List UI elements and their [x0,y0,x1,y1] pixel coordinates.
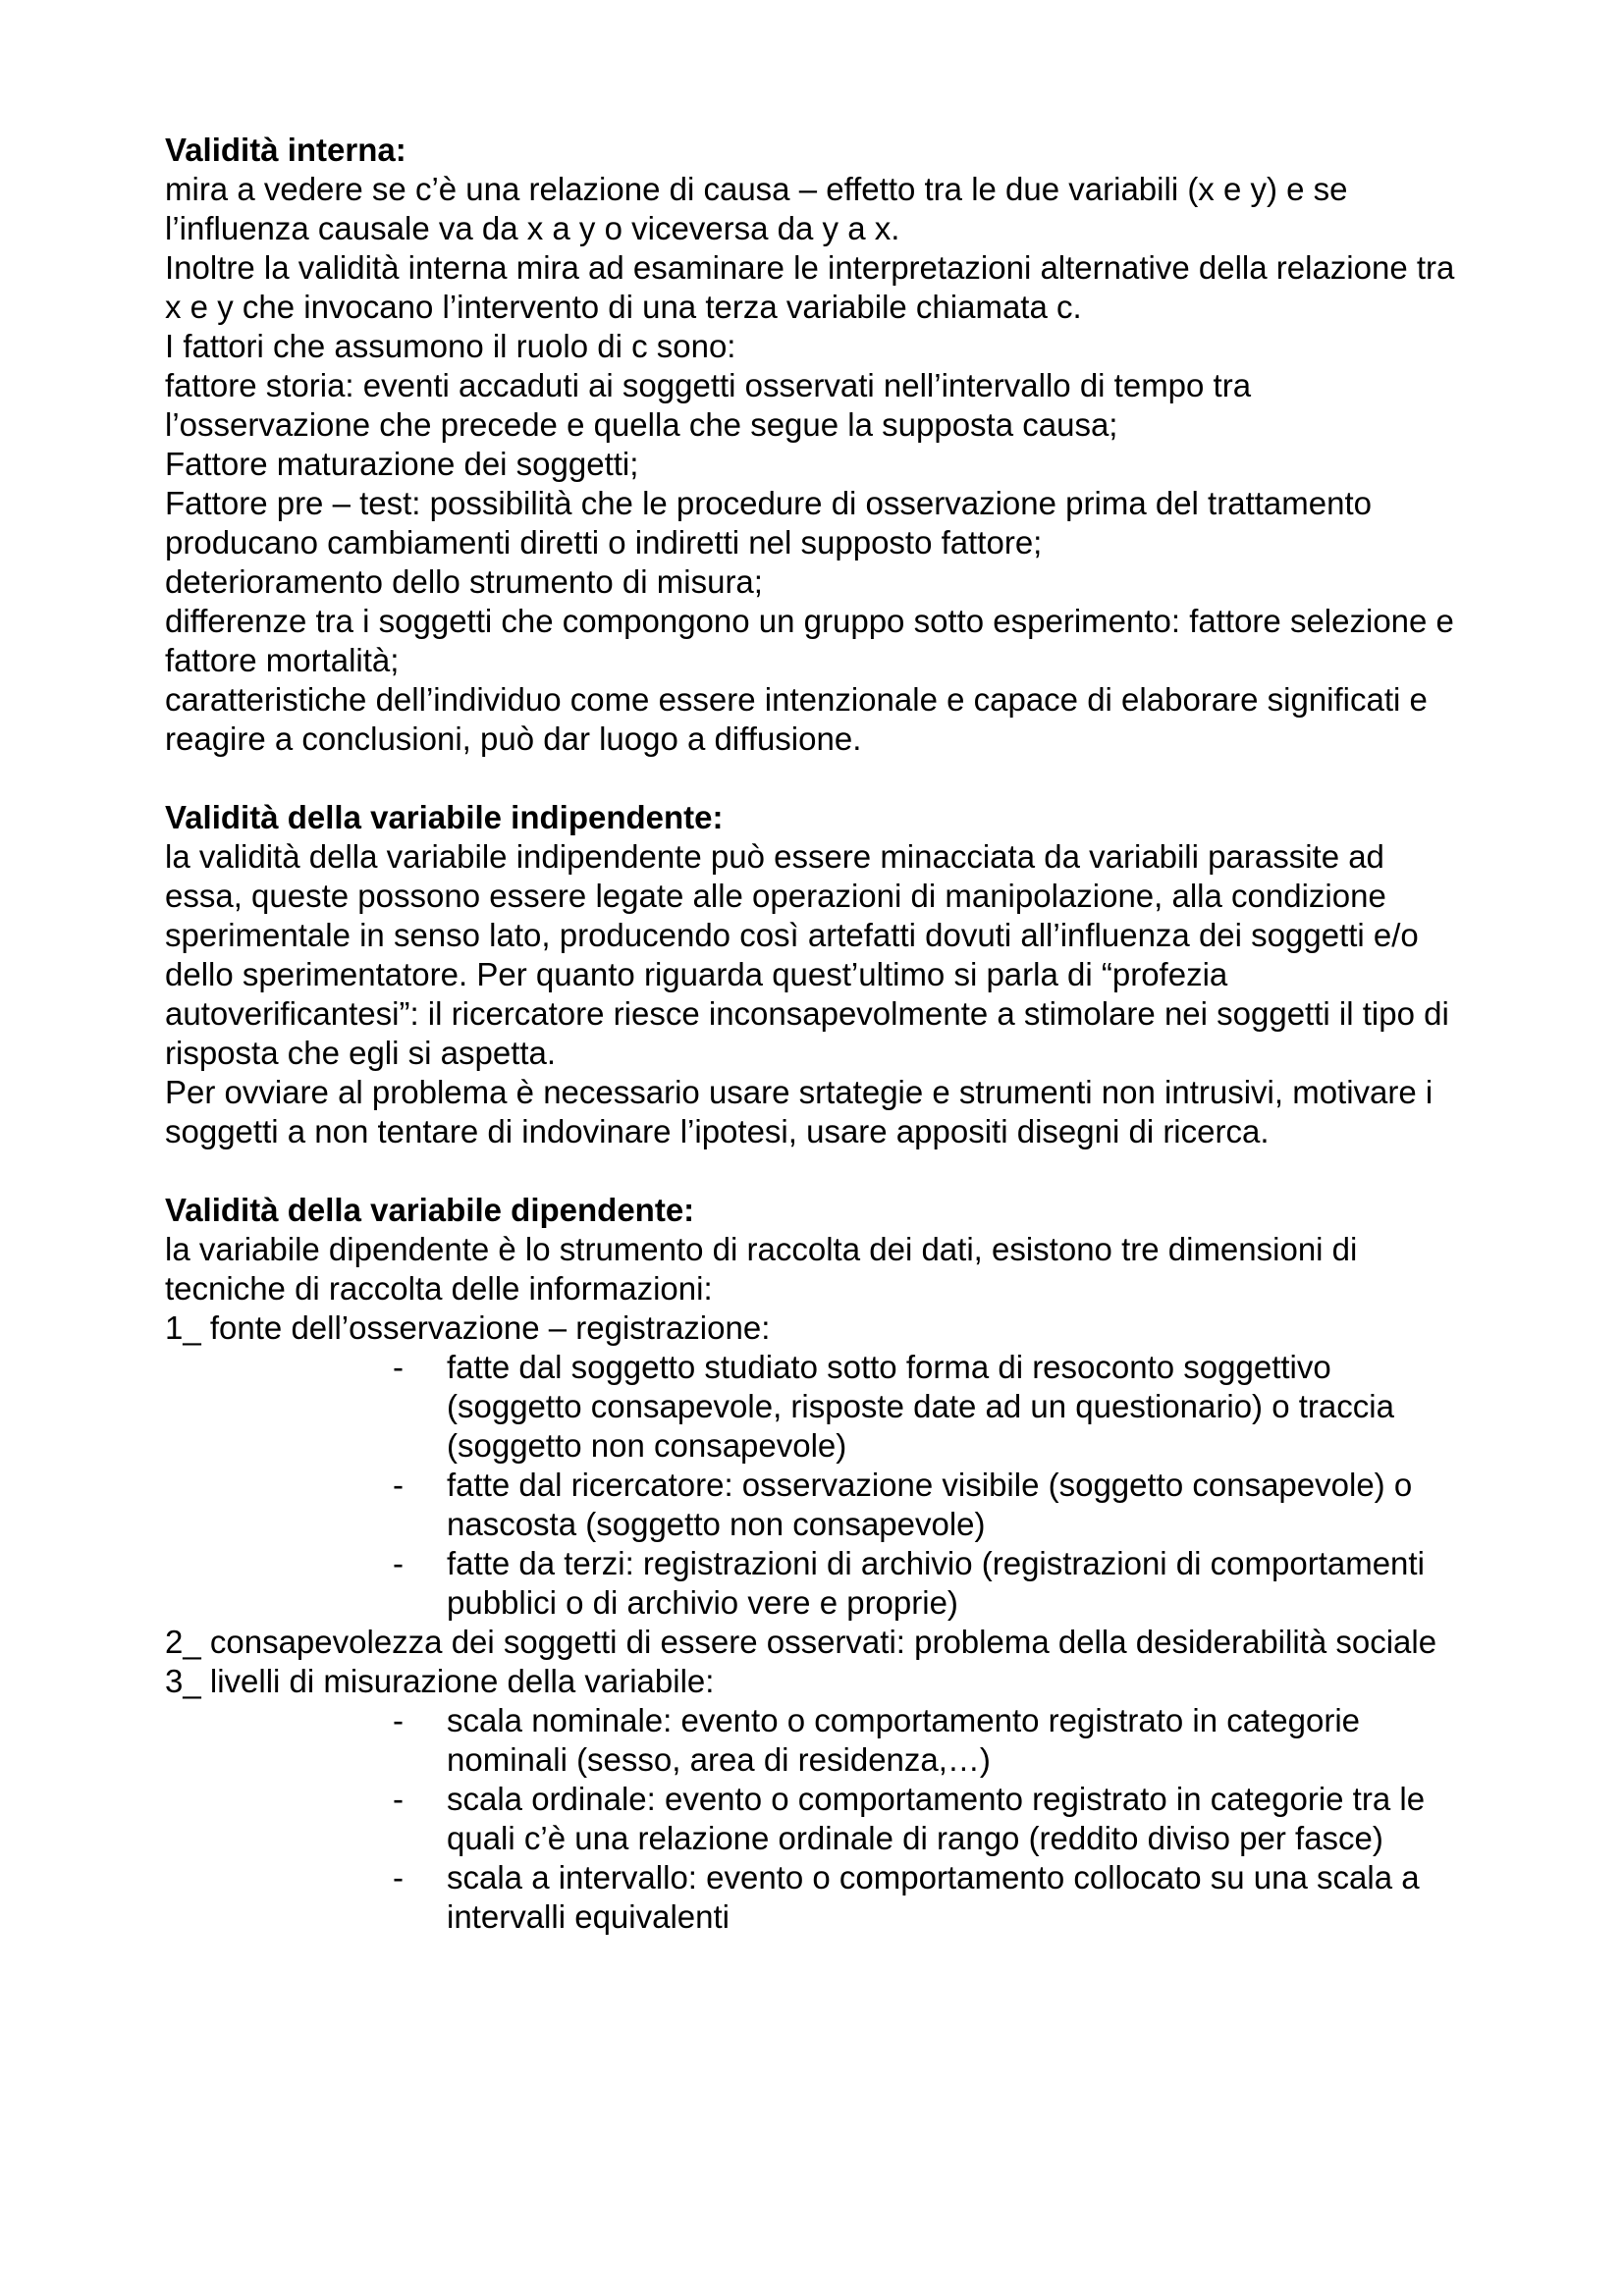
paragraph: Fattore maturazione dei soggetti; [165,446,639,482]
bullet-item [393,1544,1461,1623]
paragraph: 2_ consapevolezza dei soggetti di essere osservati: problema della desiderabilità sociale [165,1624,1437,1660]
paragraph: caratteristiche dell’individuo come essere intenzionale e capace di elaborare significati e reagire a conclusioni, può dar luogo a diffusione. [165,681,1428,757]
bullet-item [393,1858,1461,1937]
paragraph: la validità della variabile indipendente può essere minacciata da variabili parassite ad essa, queste possono essere legate alle operazioni di manipolazione, alla condizione sperimentale in senso lato, producendo così artefatti dovuti all’influenza dei soggetti e/o dello sperimentatore. Per quanto riguarda quest’ultimo si parla di “profezia autoverificantesi”: il ricercatore riesce inconsapevolmente a stimolare nei soggetti il tipo di risposta che egli si aspetta. [165,838,1449,1071]
bullet-item [393,1701,1461,1780]
bullet-dash-icon: - [393,1859,404,1896]
bullet-text: fatte dal ricercatore: osservazione visibile (soggetto consapevole) o nascosta (soggetto non consapevole) [447,1467,1413,1542]
section-heading: Validità della variabile indipendente: [165,799,724,835]
bullet-text: scala a intervallo: evento o comportamento collocato su una scala a intervalli equivalenti [447,1859,1420,1935]
paragraph: differenze tra i soggetti che compongono un gruppo sotto esperimento: fattore selezione e fattore mortalità; [165,603,1454,678]
document-content [165,131,1461,1937]
paragraph: Fattore pre – test: possibilità che le procedure di osservazione prima del trattamento producano cambiamenti diretti o indiretti nel supposto fattore; [165,485,1372,561]
bullet-item [393,1348,1461,1466]
section-heading: Validità interna: [165,132,406,168]
paragraph: fattore storia: eventi accaduti ai soggetti osservati nell’intervallo di tempo tra l’osservazione che precede e quella che segue la supposta causa; [165,367,1252,443]
paragraph: 3_ livelli di misurazione della variabile: [165,1663,715,1699]
paragraph: la variabile dipendente è lo strumento di raccolta dei dati, esistono tre dimensioni di tecniche di raccolta delle informazioni: [165,1231,1358,1307]
bullet-text: fatte dal soggetto studiato sotto forma di resoconto soggettivo (soggetto consapevole, risposte date ad un questionario) o traccia (soggetto non consapevole) [447,1349,1394,1464]
paragraph: mira a vedere se c’è una relazione di causa – effetto tra le due variabili (x e y) e se l’influenza causale va da x a y o viceversa da y a x. [165,171,1348,246]
section-heading: Validità della variabile dipendente: [165,1192,695,1228]
paragraph: 1_ fonte dell’osservazione – registrazione: [165,1309,771,1346]
paragraph: deterioramento dello strumento di misura; [165,563,763,600]
bullet-dash-icon: - [393,1349,404,1385]
bullet-text: fatte da terzi: registrazioni di archivio (registrazioni di comportamenti pubblici o di archivio vere e proprie) [447,1545,1425,1621]
paragraph: I fattori che assumono il ruolo di c sono: [165,328,736,364]
bullet-dash-icon: - [393,1467,404,1503]
bullet-dash-icon: - [393,1545,404,1581]
bullet-dash-icon: - [393,1702,404,1738]
bullet-text: scala nominale: evento o comportamento registrato in categorie nominali (sesso, area di residenza,…) [447,1702,1361,1778]
paragraph: Per ovviare al problema è necessario usare srtategie e strumenti non intrusivi, motivare i soggetti a non tentare di indovinare l’ipotesi, usare appositi disegni di ricerca. [165,1074,1434,1149]
bullet-dash-icon: - [393,1781,404,1817]
bullet-item [393,1466,1461,1544]
bullet-text: scala ordinale: evento o comportamento registrato in categorie tra le quali c’è una relazione ordinale di rango (reddito diviso per fasce) [447,1781,1426,1856]
paragraph: Inoltre la validità interna mira ad esaminare le interpretazioni alternative della relazione tra x e y che invocano l’intervento di una terza variabile chiamata c. [165,249,1455,325]
bullet-item [393,1780,1461,1858]
